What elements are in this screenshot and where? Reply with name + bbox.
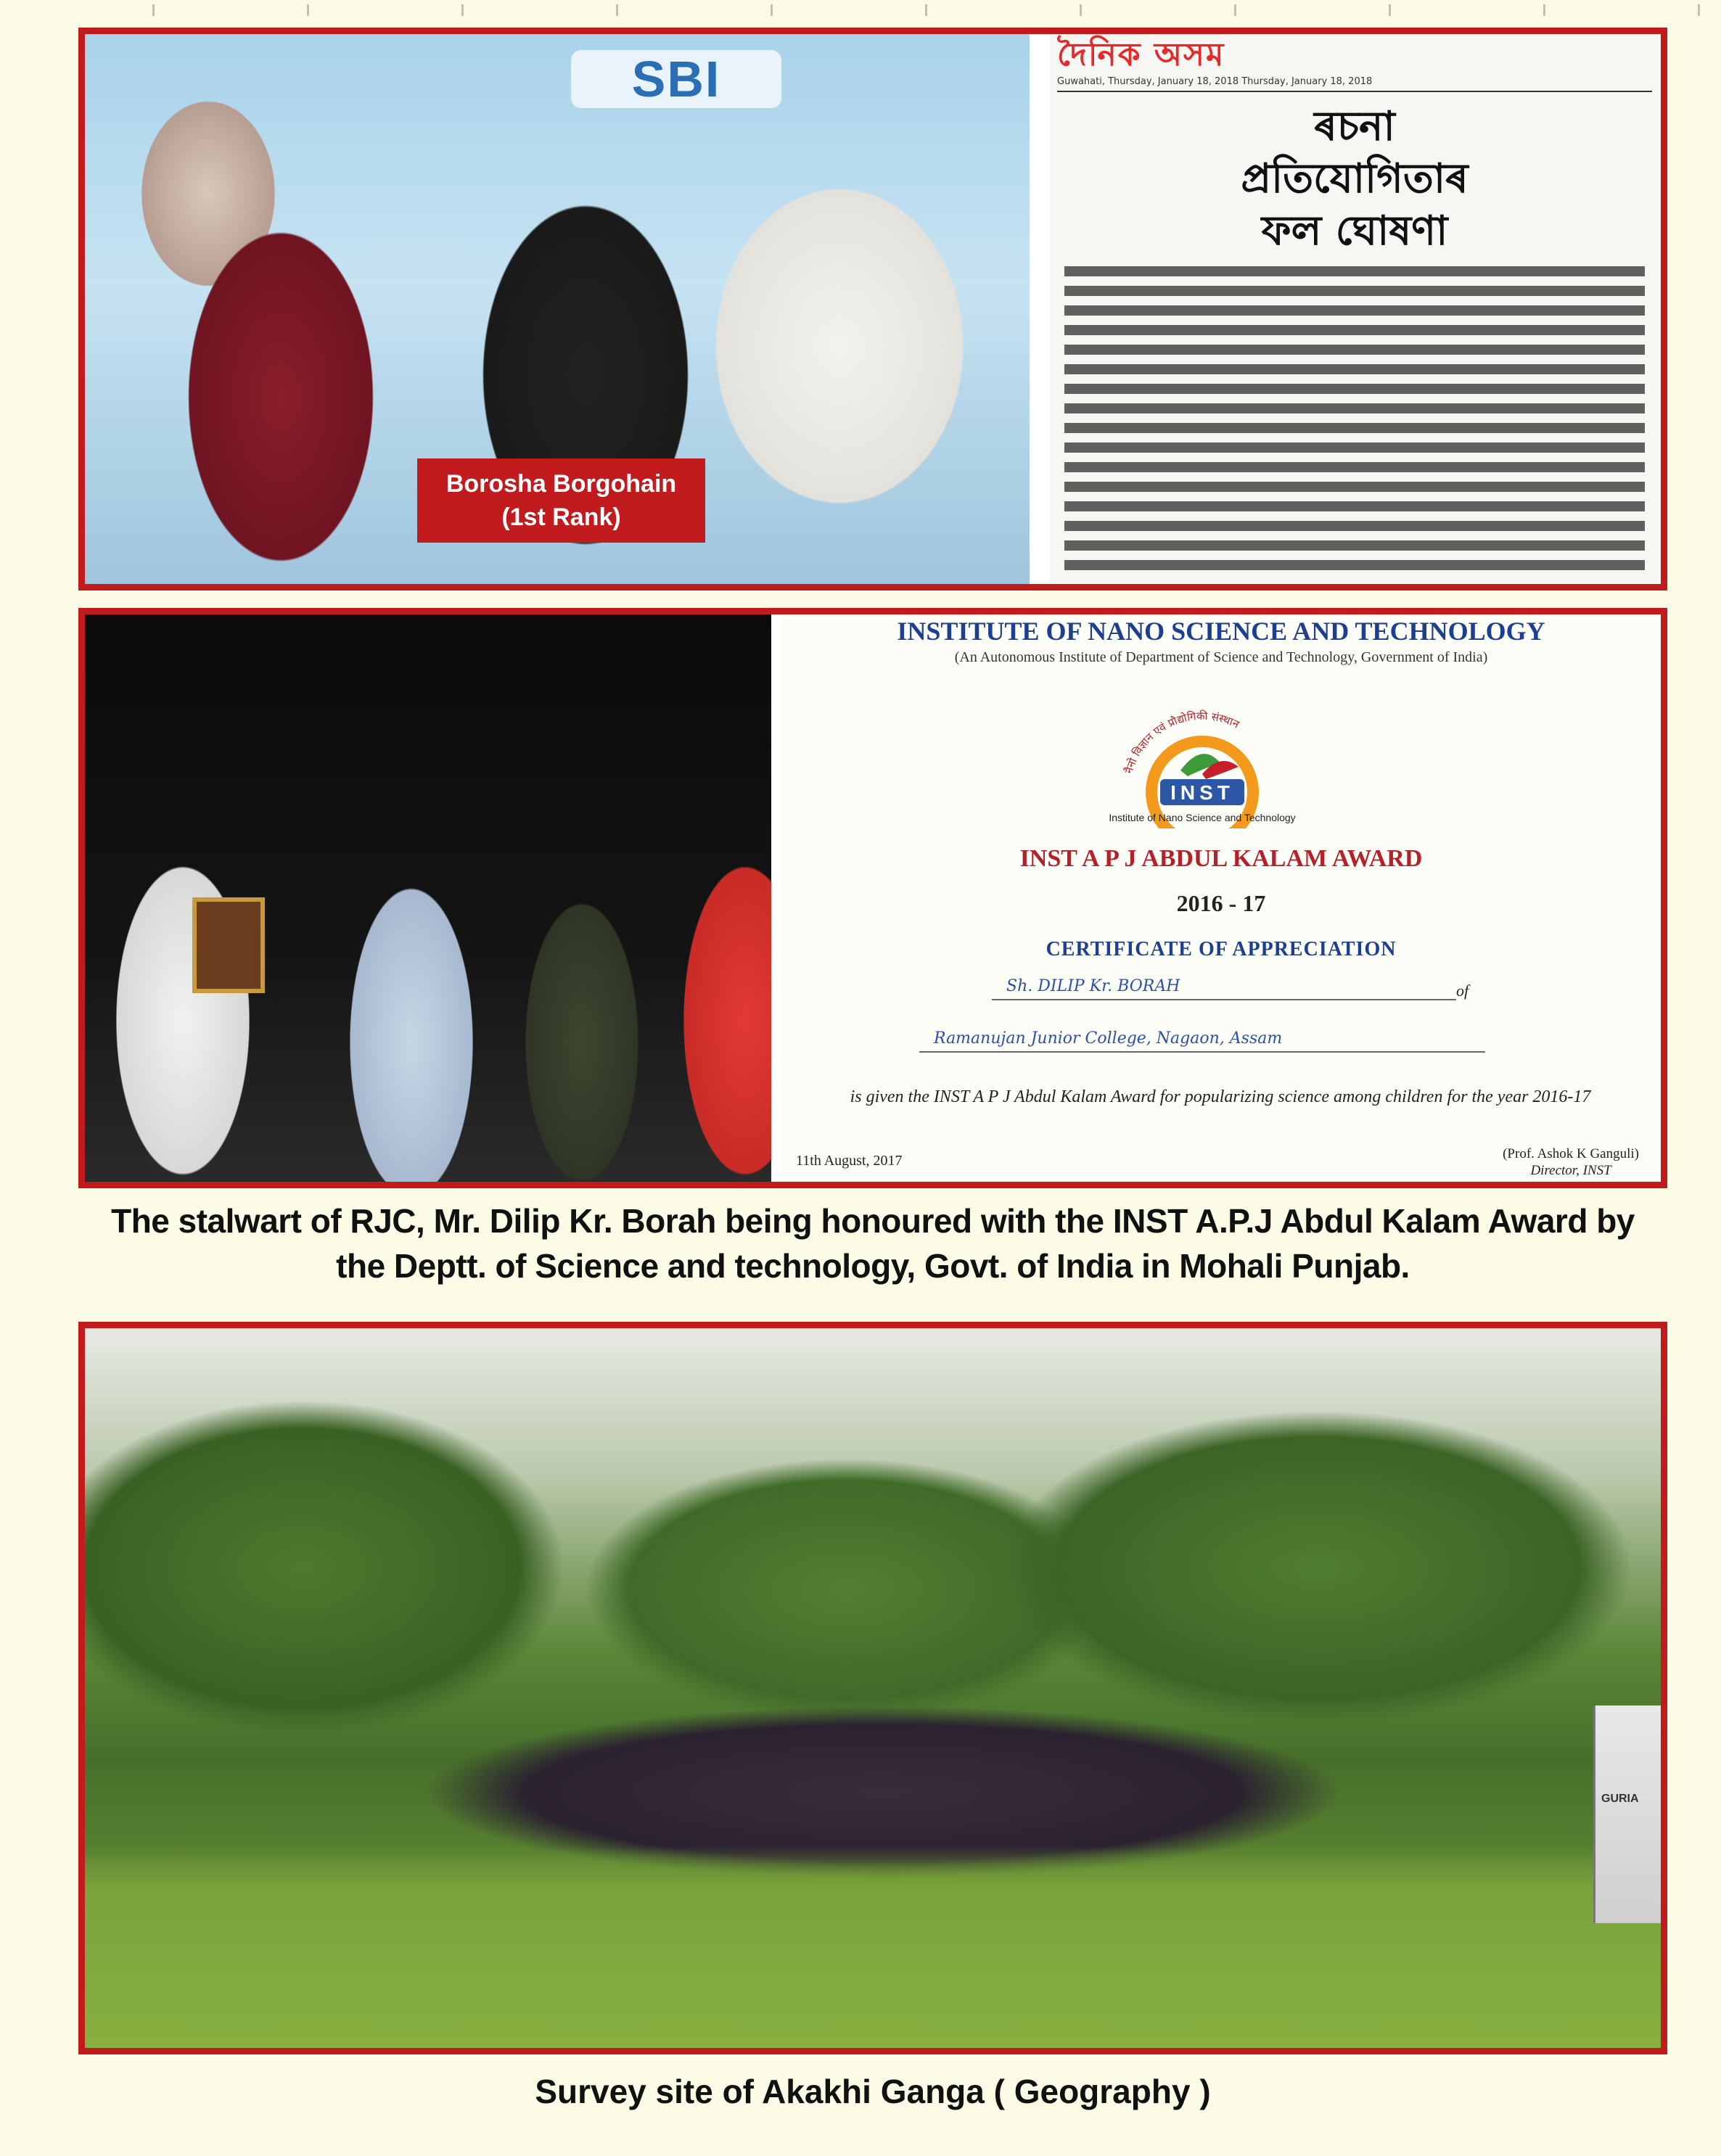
certificate-description: is given the INST A P J Abdul Kalam Award for popularizing science among children for the year 2016-17 [850,1087,1591,1106]
newspaper-masthead: দৈনিক অসম [1057,36,1225,73]
headline-line-1: ৰচনা [1314,103,1395,150]
certificate-signatory [1503,1145,1639,1179]
certificate-institute-name: INSTITUTE OF NANO SCIENCE AND TECHNOLOGY [897,617,1545,646]
bus-sign: GURIA [1601,1793,1639,1805]
newspaper-clipping [1050,34,1661,584]
top-border-ticks [0,4,1721,16]
certificate-of-appreciation [781,614,1661,1182]
headline-line-3: ফল ঘোষণা [1261,207,1448,255]
newspaper-body-text [1064,266,1645,578]
bus [1593,1706,1661,1923]
inst-logo [1093,683,1311,828]
kalam-award-panel [78,608,1667,1188]
certificate-recipient: Sh. DILIP Kr. BORAH [992,977,1456,1000]
certificate-award-title: INST A P J ABDUL KALAM AWARD [1019,845,1423,872]
survey-caption: Survey site of Akakhi Ganga ( Geography ) [535,2073,1211,2110]
caption-line-1: The stalwart of RJC, Mr. Dilip Kr. Borah being honoured with the INST A.P.J Abdul Kalam Award by [111,1202,1635,1240]
winner-rank: (1st Rank) [501,503,621,531]
signatory-name: (Prof. Ashok K Ganguli) [1503,1146,1639,1161]
award-ceremony-photo [85,34,1030,584]
logo-english-text: Institute of Nano Science and Technology [1109,812,1296,823]
sbi-logo: SBI [571,50,781,108]
newspaper-dateline: Guwahati, Thursday, January 18, 2018 Thursday, January 18, 2018 [1057,76,1652,92]
headline-line-2: প্ৰতিযোগিতাৰ [1241,155,1469,202]
logo-hindi-text: नैनो विज्ञान एवं प्रौद्योगिकी संस्थान [1122,709,1241,775]
certificate-college: Ramanujan Junior College, Nagaon, Assam [919,1029,1485,1053]
logo-acronym: INST [1170,781,1234,804]
award-photo-panel [78,28,1667,591]
certificate-of-label: of [1456,982,1469,1000]
signatory-title: Director, INST [1530,1163,1611,1178]
certificate-year: 2016 - 17 [1176,890,1266,916]
winner-caption-box [417,458,705,543]
award-plaque [192,897,265,993]
stage-award-photo [85,614,771,1182]
newspaper-headline [1079,101,1630,258]
certificate-heading: CERTIFICATE OF APPRECIATION [1046,938,1397,960]
winner-name: Borosha Borgohain [445,470,677,498]
survey-group-photo-panel [78,1322,1667,2054]
kalam-award-caption [78,1198,1667,1288]
certificate-date: 11th August, 2017 [796,1153,903,1169]
caption-line-2: the Deptt. of Science and technology, Govt. of India in Mohali Punjab. [336,1247,1410,1285]
survey-group-photo [85,1328,1661,2048]
certificate-institute-subtitle: (An Autonomous Institute of Department of Science and Technology, Government of India) [954,649,1488,665]
